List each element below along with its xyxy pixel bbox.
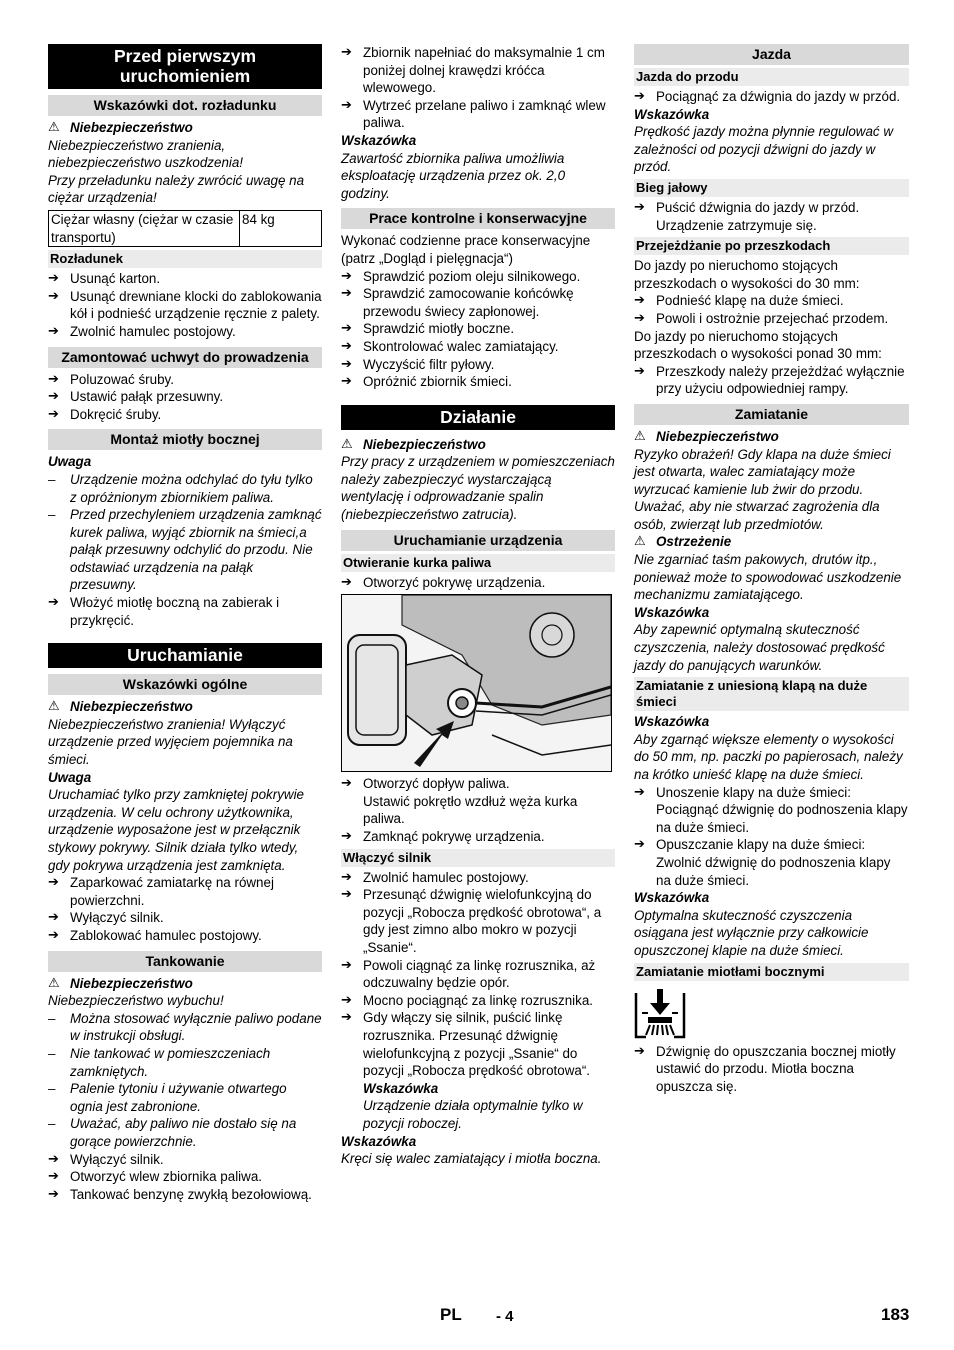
warning-triangle-icon: ⚠ [48,120,60,135]
list-item: ➔ Dokręcić śruby. [48,406,322,424]
list-item: ➔ Dźwignię do opuszczania bocznej miotły ustawić do przodu. Miotła boczna opuszcza się. [634,1043,909,1096]
side-broom-lower-icon [634,987,686,1039]
section-heading: Przed pierwszym uruchomieniem [48,44,322,89]
list-item: ➔ Sprawdzić poziom oleju silnikowego. [341,268,615,286]
subheading: Przejeżdżanie po przeszkodach [634,237,909,255]
subheading: Rozładunek [48,250,322,268]
warning-triangle-icon: ⚠ [634,428,646,444]
weight-label: Ciężar własny (ciężar w czasie transportu) [49,210,240,246]
list-item: – Nie tankować w pomieszczeniach zamkniętych. [48,1045,322,1080]
warning-label: ⚠ Ostrzeżenie [634,534,732,550]
list-item-detail: Zwolnić dźwignię do podnoszenia klapy na duże śmieci. [656,854,891,888]
danger-text: Ryzyko obrażeń! Gdy klapa na duże śmieci jest otwarta, walec zamiatający może wyrzucać kamienie lub żwir do przodu. Uważać, aby nie stwarzać zagrożenia dla osób, zwierząt lub przedmiotów. [634,446,891,532]
list-item: ➔ Zbiornik napełniać do maksymalnie 1 cm poniżej dolnej krawędzi króćca wlewowego. [341,44,615,97]
weight-value: 84 kg [240,210,322,246]
list-item: – Urządzenie można odchylać do tyłu tylko z opróżnionym zbiornikiem paliwa. [48,471,322,506]
list-item: ➔ Sprawdzić zamocowanie końcówkę przewodu świecy zapłonowej. [341,285,615,320]
footer-local-page: - 4 [496,1308,514,1325]
list-item: ➔ Zwolnić hamulec postojowy. [341,869,615,887]
danger-text: Niebezpieczeństwo wybuchu! [48,993,224,1009]
list-item: ➔ Usunąć drewniane klocki do zablokowania kół i podnieść urządzenie ręcznie z palety. [48,288,322,323]
list-item: ➔ Podnieść klapę na duże śmieci. [634,292,909,310]
subsection-heading: Jazda [634,44,909,65]
list-item-detail: Ustawić pokrętło wzdłuż węża kurka paliwa. [363,793,578,827]
warning-triangle-icon: ⚠ [48,975,60,991]
column-1 [48,44,322,1203]
danger-label: ⚠ Niebezpieczeństwo [48,975,193,991]
weight-table [48,210,322,247]
hint-label: Wskazówka [363,1080,439,1096]
warning-triangle-icon: ⚠ [341,436,353,452]
list-item: ➔ Skontrolować walec zamiatający. [341,338,615,356]
hint-label: Wskazówka [634,890,710,906]
subheading: Jazda do przodu [634,68,909,86]
hint-text: Zawartość zbiornika paliwa umożliwia eksploatację urządzenia przez ok. 2,0 godziny. [341,150,566,201]
section-heading: Działanie [341,405,615,430]
subsection-heading: Tankowanie [48,951,322,972]
danger-text: Niebezpieczeństwo zranienia! Wyłączyć urządzenie przed wyjęciem pojemnika na śmieci. [48,716,293,768]
fuel-tap-photo [341,594,612,772]
section-heading: Uruchamianie [48,643,322,668]
danger-label: ⚠ Niebezpieczeństwo [48,699,193,715]
hint-label: Wskazówka [634,604,710,620]
list-item: ➔ Usunąć karton. [48,270,322,288]
hint-text: Aby zapewnić optymalną skuteczność czyszczenia, należy dostosować prędkość jazdy do panujących warunków. [634,622,885,673]
subsection-heading: Wskazówki ogólne [48,674,322,695]
hint-label: Wskazówka [634,106,710,122]
hint-label: Wskazówka [341,1133,417,1149]
column-3 [634,44,909,1095]
subsection-heading: Uruchamianie urządzenia [341,530,615,551]
danger-text: Przy przeładunku należy zwrócić uwagę na ciężar urządzenia! [48,172,305,206]
list-item: ➔ Opróżnić zbiornik śmieci. [341,373,615,391]
list-item: – Przed przechyleniem urządzenia zamknąć kurek paliwa, wyjąć zbiornik na śmieci,a pałąk przesuwny odchylić do przodu. Nie odstawiać urządzenia na pałąk przesuwny. [48,506,322,594]
list-item: ➔ Włożyć miotłę boczną na zabierak i przykręcić. [48,594,322,629]
footer-language: PL [440,1305,462,1324]
list-item: ➔ Gdy włączy się silnik, puścić linkę rozrusznika. Przesunąć dźwignię wielofunkcyjną z pozycji „Ssanie“ do pozycji „Robocza prędkość obrotowa“. [341,1009,615,1079]
danger-label: ⚠ Niebezpieczeństwo [341,436,486,452]
warning-text: Nie zgarniać taśm pakowych, drutów itp., ponieważ może to spowodować uszkodzenie mechanizmu zamiatającego. [634,552,902,603]
subsection-heading: Zamontować uchwyt do prowadzenia [48,347,322,368]
hint-label: Wskazówka [634,714,710,730]
list-item: ➔ Zwolnić hamulec postojowy. [48,323,322,341]
paragraph: Do jazdy po nieruchomo stojących przeszkodach o wysokości do 30 mm: [634,258,860,291]
list-item: – Uważać, aby paliwo nie dostało się na gorące powierzchnie. [48,1115,322,1150]
list-item: – Palenie tytoniu i używanie otwartego ognia jest zabronione. [48,1080,322,1115]
subsection-heading: Wskazówki dot. rozładunku [48,95,322,116]
list-item: ➔ Przeszkody należy przejeżdżać wyłącznie przy użyciu odpowiedniej rampy. [634,363,909,398]
hint-text: Urządzenie działa optymalnie tylko w pozycji roboczej. [363,1098,583,1131]
footer-page-number: 183 [881,1305,910,1324]
list-item: ➔ Powoli ciągnąć za linkę rozrusznika, aż odczuwalny będzie opór. [341,957,615,992]
list-item: ➔ Wyłączyć silnik. [48,909,322,927]
warning-triangle-icon: ⚠ [634,534,646,550]
list-item: ➔ Otworzyć dopływ paliwa. [341,775,615,793]
list-item: ➔ Wyczyścić filtr pyłowy. [341,356,615,374]
note-label: Uwaga [48,769,92,785]
note-text: Uruchamiać tylko przy zamkniętej pokrywie urządzenia. W celu ochrony użytkownika, urządzenie wyposażone jest w przełącznik stykowy pokrywy. Silnik działa tylko wtedy, gdy pokrywa urządzenia jest zamknięta. [48,787,304,873]
table-row [49,210,322,246]
list-item: ➔ Przesunąć dźwignię wielofunkcyjną do pozycji „Robocza prędkość obrotowa“, a gdy jest zimno albo mokro w pozycji „Ssanie“. [341,886,615,956]
list-item: ➔ Zablokować hamulec postojowy. [48,927,322,945]
hint-label: Wskazówka [341,132,417,148]
warning-triangle-icon: ⚠ [48,699,60,715]
subsection-heading: Zamiatanie [634,404,909,425]
subheading: Zamiatanie miotłami bocznymi [634,963,909,981]
list-item: – Można stosować wyłącznie paliwo podane w instrukcji obsługi. [48,1010,322,1045]
subheading: Bieg jałowy [634,179,909,197]
list-item-detail: Pociągnąć dźwignię do podnoszenia klapy na duże śmieci. [656,802,908,835]
list-item: ➔ Otworzyć wlew zbiornika paliwa. [48,1168,322,1186]
column-2 [341,44,615,1168]
engine-illustration [342,595,611,771]
list-item: ➔ Zaparkować zamiatarkę na równej powierzchni. [48,874,322,909]
danger-label: ⚠ Niebezpieczeństwo [634,428,779,444]
list-item: ➔ Wyłączyć silnik. [48,1151,322,1169]
list-item: ➔ Sprawdzić miotły boczne. [341,320,615,338]
list-item: ➔ Otworzyć pokrywę urządzenia. [341,574,615,592]
list-item: ➔ Tankować benzynę zwykłą bezołowiową. [48,1186,322,1204]
list-item: ➔ Unoszenie klapy na duże śmieci: [634,784,909,802]
list-item: ➔ Mocno pociągnąć za linkę rozrusznika. [341,992,615,1010]
paragraph: Do jazdy po nieruchomo stojących przeszkodach o wysokości ponad 30 mm: [634,328,882,362]
subheading: Otwieranie kurka paliwa [341,554,615,572]
hint-text: Kręci się walec zamiatający i miotła boczna. [341,1151,602,1167]
subsection-heading: Prace kontrolne i konserwacyjne [341,208,615,229]
hint-text: Aby zgarnąć większe elementy o wysokości do 50 mm, np. paczki po papierosach, należy na krótko unieść klapę na duże śmieci. [634,731,903,782]
note-label: Uwaga [48,454,92,470]
danger-text: Niebezpieczeństwo zranienia, niebezpieczeństwo uszkodzenia! [48,137,244,171]
hint-text: Optymalna skuteczność czyszczenia osiągana jest wyłącznie przy całkowicie opuszczonej klapie na duże śmieci. [634,907,869,958]
list-item: ➔ Pociągnąć za dźwignia do jazdy w przód. [634,88,909,106]
list-item: ➔ Wytrzeć przelane paliwo i zamknąć wlew paliwa. [341,97,615,132]
danger-text: Przy pracy z urządzeniem w pomieszczeniach należy zabezpieczyć wystarczającą wentylację i odprowadzanie spalin (niebezpieczeństwo zatrucia). [341,454,615,523]
paragraph: Wykonać codzienne prace konserwacyjne (patrz „Dogląd i pielęgnacja“) [341,233,591,266]
subheading: Włączyć silnik [341,849,615,867]
subheading: Zamiatanie z uniesioną klapą na duże śmieci [634,677,909,711]
list-item: ➔ Opuszczanie klapy na duże śmieci: [634,836,909,854]
hint-text: Prędkość jazdy można płynnie regulować w zależności od pozycji dźwigni do jazdy w przód. [634,124,894,175]
list-item: ➔ Zamknąć pokrywę urządzenia. [341,828,615,846]
list-item: ➔ Puścić dźwignia do jazdy w przód. Urządzenie zatrzymuje się. [634,199,909,234]
danger-label: ⚠ Niebezpieczeństwo [48,120,193,135]
list-item: ➔ Powoli i ostrożnie przejechać przodem. [634,310,909,328]
list-item: ➔ Poluzować śruby. [48,371,322,389]
list-item: ➔ Ustawić pałąk przesuwny. [48,388,322,406]
subsection-heading: Montaż miotły bocznej [48,429,322,450]
